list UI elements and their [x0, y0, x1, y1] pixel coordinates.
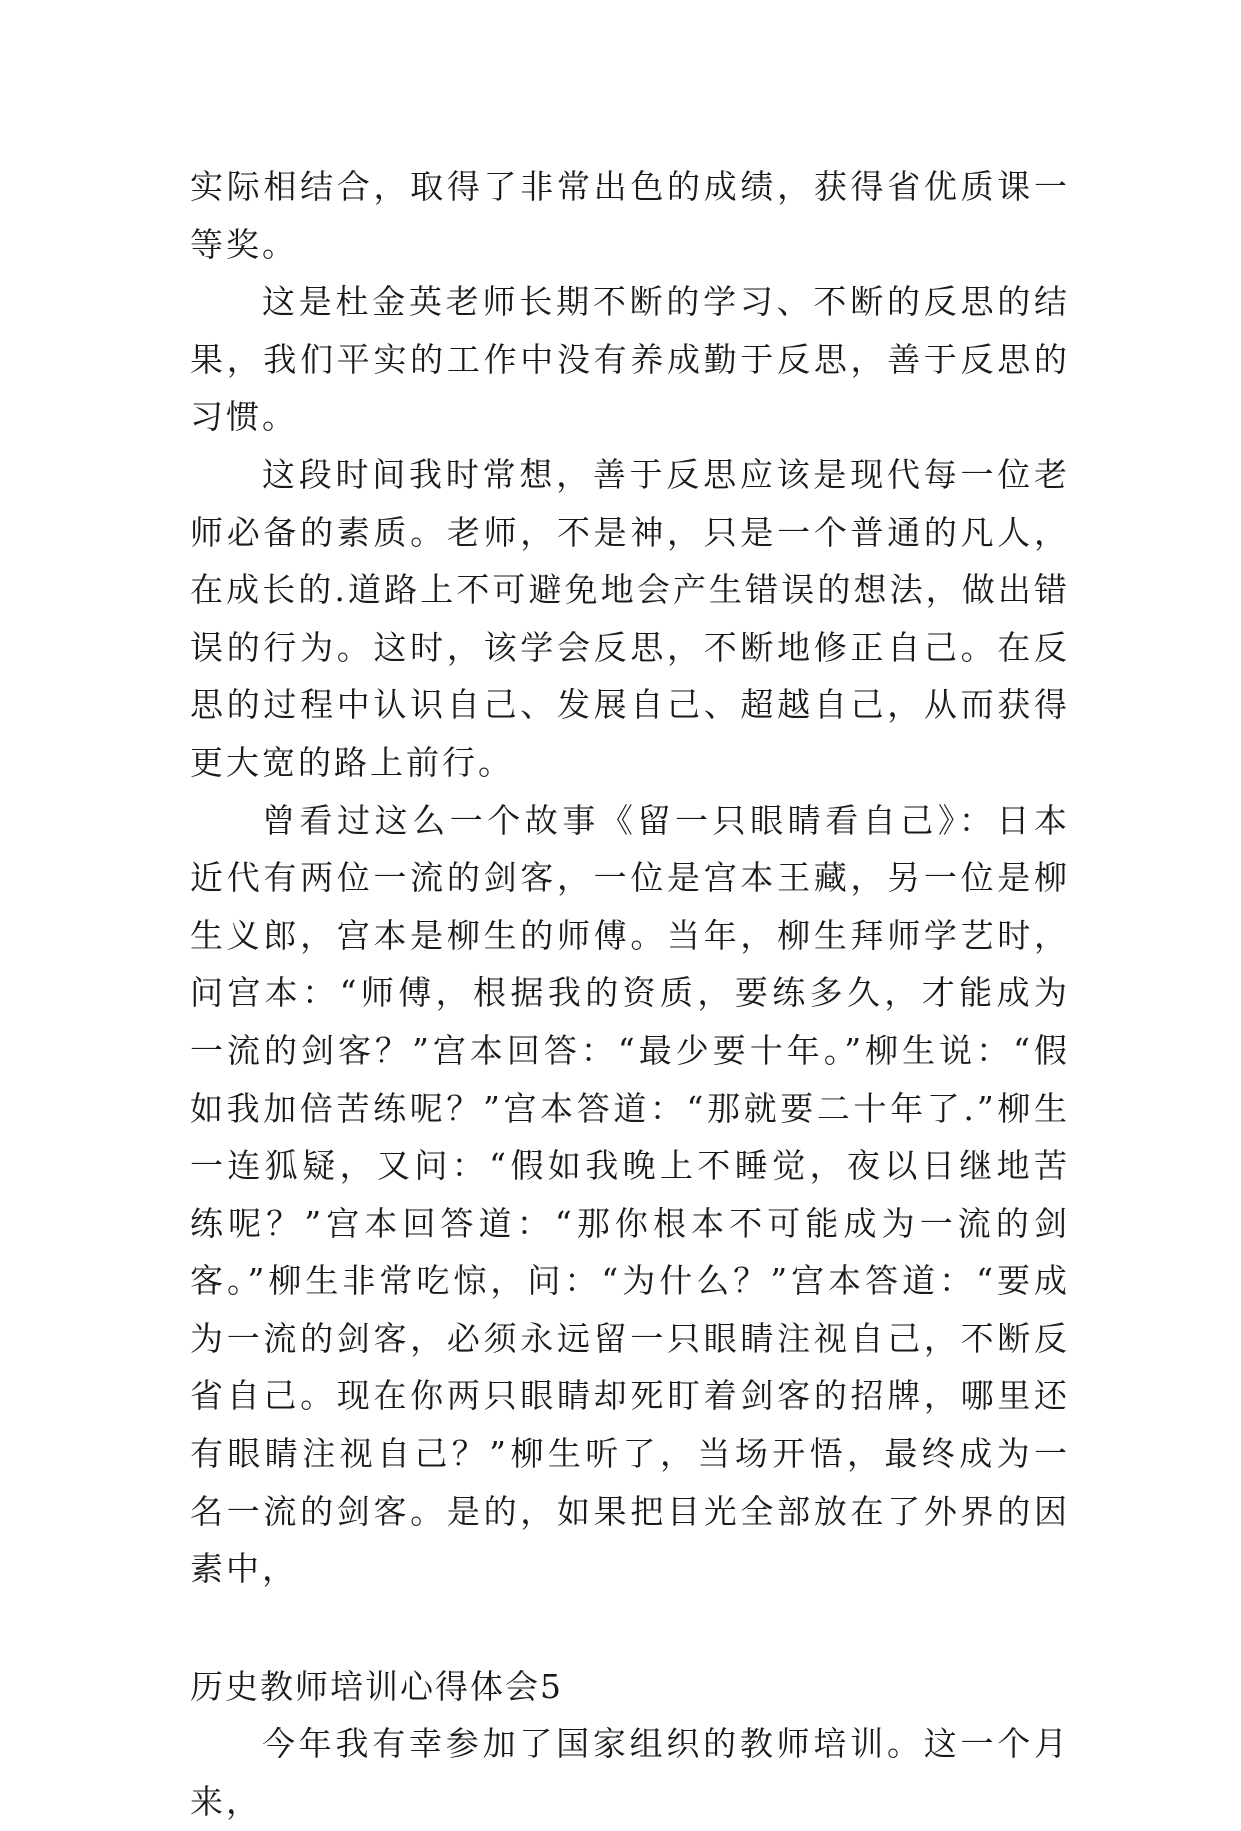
paragraph-4: 曾看过这么一个故事《留一只眼睛看自己》：日本近代有两位一流的剑客，一位是宫本王藏，另一位是柳生义郎，宫本是柳生的师傅。当年，柳生拜师学艺时，问宫本：“师傅，根据我的资质，要练多久，才能成为一流的剑客？”宫本回答：“最少要十年。”柳生说：“假如我加倍苦练呢？”宫本答道：“那就要二十年了.”柳生一连狐疑，又问：“假如我晚上不睡觉，夜以日继地苦练呢？”宫本回答道：“那你根本不可能成为一流的剑客。”柳生非常吃惊，问：“为什么？”宫本答道：“要成为一流的剑客，必须永远留一只眼睛注视自己，不断反省自己。现在你两只眼睛却死盯着剑客的招牌，哪里还有眼睛注视自己？”柳生听了，当场开悟，最终成为一名一流的剑客。是的，如果把目光全部放在了外界的因素中，	[190, 800, 1070, 1589]
paragraph-1: 实际相结合，取得了非常出色的成绩，获得省优质课一等奖。	[190, 167, 1070, 264]
document-body	[190, 158, 1070, 1831]
section-title: 历史教师培训心得体会5	[190, 1666, 563, 1706]
paragraph-2: 这是杜金英老师长期不断的学习、不断的反思的结果，我们平实的工作中没有养成勤于反思，善于反思的习惯。	[190, 282, 1070, 437]
section-paragraph: 今年我有幸参加了国家组织的教师培训。这一个月来，	[190, 1724, 1070, 1822]
paragraph-3: 这段时间我时常想，善于反思应该是现代每一位老师必备的素质。老师，不是神，只是一个普通的凡人，在成长的.道路上不可避免地会产生错误的想法，做出错误的行为。这时，该学会反思，不断地修正自己。在反思的过程中认识自己、发展自己、超越自己，从而获得更大宽的路上前行。	[190, 454, 1070, 782]
